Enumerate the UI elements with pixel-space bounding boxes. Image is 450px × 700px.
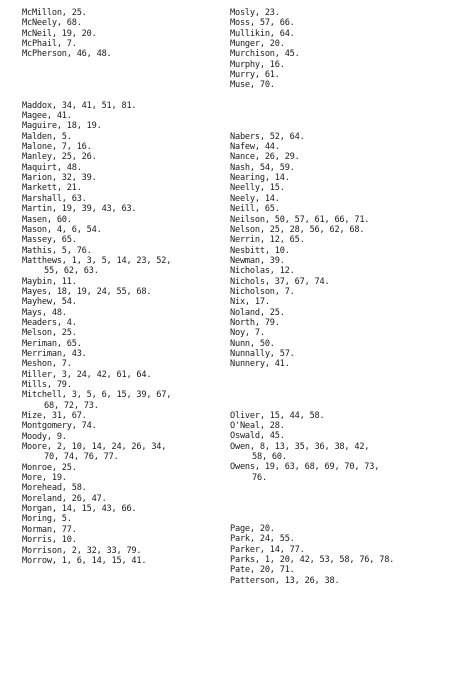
index-entry: Nance, 26, 29. (230, 152, 300, 163)
index-entry-continuation: 68, 72, 73. (44, 400, 99, 411)
index-entry: Nix, 17. (230, 297, 270, 308)
index-entry: Nesbitt, 10. (230, 245, 290, 256)
index-entry: Mitchell, 3, 5, 6, 15, 39, 67, (22, 390, 172, 401)
index-entry: Neely, 14. (230, 193, 280, 204)
index-entry: Montgomery, 74. (22, 421, 97, 432)
index-block-n (230, 132, 440, 370)
index-entry: Moody, 9. (22, 431, 67, 442)
index-entry: Moreland, 26, 47. (22, 493, 107, 504)
index-entry: O'Neal, 28. (230, 421, 285, 431)
index-entry: Merriman, 43. (22, 348, 87, 359)
index-entry: Murchison, 45. (230, 49, 300, 60)
index-entry: Nichols, 37, 67, 74. (230, 276, 330, 287)
index-entry: Morehead, 58. (22, 483, 87, 494)
index-entry: Morrison, 2, 32, 33, 79. (22, 545, 142, 556)
index-entry: Neilson, 50, 57, 61, 66, 71. (230, 214, 370, 225)
index-entry: Nabers, 52, 64. (230, 131, 305, 142)
index-entry: Nunn, 50. (230, 338, 275, 349)
index-entry: Nunnery, 41. (230, 359, 290, 370)
index-entry: Meriman, 65. (22, 338, 82, 349)
index-entry: Page, 20. (230, 524, 275, 535)
index-entry: McPhail, 7. (22, 39, 77, 50)
index-entry: Manley, 25, 26. (22, 152, 97, 163)
index-entry: Maguire, 18, 19. (22, 121, 102, 132)
index-entry: Masen, 60. (22, 214, 72, 225)
index-entry: Maquirt, 48. (22, 162, 82, 173)
index-entry: Patterson, 13, 26, 38. (230, 575, 340, 586)
index-column-right (230, 8, 440, 586)
index-entry: Moore, 2, 10, 14, 24, 26, 34, (22, 442, 167, 453)
index-entry: Melson, 25. (22, 328, 77, 339)
index-entry: McNeil, 19, 20. (22, 28, 97, 39)
index-entry: Magee, 41. (22, 111, 72, 122)
index-entry: Oliver, 15, 44, 58. (230, 410, 325, 421)
index-entry-continuation: 55, 62, 63. (44, 266, 99, 277)
index-entry-continuation: 70, 74, 76, 77. (44, 452, 119, 463)
index-entry: Owens, 19, 63, 68, 69, 70, 73, (230, 462, 380, 473)
index-entry: Martin, 19, 39, 43, 63. (22, 204, 137, 215)
index-block-ma (22, 101, 232, 566)
index-entry: Marion, 32, 39. (22, 173, 97, 184)
index-entry: Neelly, 15. (230, 183, 285, 194)
index-entry: Maddox, 34, 41, 51, 81. (22, 100, 137, 111)
index-entry: Pate, 20, 71. (230, 565, 295, 576)
index-entry: Nicholas, 12. (230, 266, 295, 277)
index-entry: Moss, 57, 66. (230, 18, 295, 29)
index-entry: Mullikin, 64. (230, 28, 295, 39)
index-entry-continuation: 76. (252, 472, 267, 483)
index-entry: Munger, 20. (230, 39, 285, 50)
index-entry: Mason, 4, 6, 54. (22, 224, 102, 235)
index-block-mo-mu (230, 8, 440, 91)
index-entry: Nunnally, 57. (230, 348, 295, 359)
index-entry: Murry, 61. (230, 70, 280, 81)
index-entry: Nearing, 14. (230, 173, 290, 184)
index-entry: Maybin, 11. (22, 276, 77, 287)
index-entry: Parks, 1, 20, 42, 53, 58, 76, 78. (230, 555, 395, 566)
index-entry: Moring, 5. (22, 514, 72, 525)
index-entry: North, 79. (230, 317, 280, 328)
index-entry: Noy, 7. (230, 328, 265, 339)
index-entry: Miller, 3, 24, 42, 61, 64. (22, 369, 152, 380)
index-entry: More, 19. (22, 473, 67, 484)
index-entry: Mize, 31, 67. (22, 411, 87, 422)
index-entry-continuation: 58, 60. (252, 452, 287, 463)
index-entry: Owen, 8, 13, 35, 36, 38, 42, (230, 441, 370, 452)
index-entry: Morman, 77. (22, 524, 77, 535)
index-entry: Morrow, 1, 6, 14, 15, 41. (22, 555, 147, 566)
index-entry: Parker, 14, 77. (230, 544, 305, 555)
index-entry: Monroe, 25. (22, 462, 77, 473)
index-entry: Nash, 54, 59. (230, 162, 295, 173)
index-entry: Nicholson, 7. (230, 286, 295, 297)
index-entry: Marshall, 63. (22, 193, 87, 204)
index-entry: McNeely, 68. (22, 18, 82, 29)
index-entry: Park, 24, 55. (230, 534, 295, 545)
index-entry: Meshon, 7. (22, 359, 72, 370)
index-entry: Murphy, 16. (230, 59, 285, 70)
index-entry: Muse, 70. (230, 80, 275, 91)
index-entry: Nafew, 44. (230, 142, 280, 153)
index-block-o (230, 411, 440, 483)
index-entry: Oswald, 45. (230, 431, 285, 442)
index-entry: Morris, 10. (22, 535, 77, 546)
index-entry: Mayes, 18, 19, 24, 55, 68. (22, 286, 152, 297)
index-entry: McPherson, 46, 48. (22, 49, 112, 60)
index-entry: Meaders, 4. (22, 317, 77, 328)
index-entry: Mosly, 23. (230, 8, 280, 18)
index-block-mc (22, 8, 232, 60)
index-column-left (22, 8, 232, 566)
index-entry: Newman, 39. (230, 255, 285, 266)
index-entry: Malden, 5. (22, 131, 72, 142)
index-entry: Mays, 48. (22, 307, 67, 318)
index-entry: Morgan, 14, 15, 43, 66. (22, 504, 137, 515)
index-entry: Mayhew, 54. (22, 297, 77, 308)
index-entry: Nerrin, 12, 65. (230, 235, 305, 246)
index-block-p (230, 524, 440, 586)
index-entry: Malone, 7, 16. (22, 142, 92, 153)
index-entry: Nelson, 25, 28, 56, 62, 68. (230, 224, 365, 235)
index-entry: Noland, 25. (230, 307, 285, 318)
index-entry: Neill, 65. (230, 204, 280, 215)
index-entry: Matthews, 1, 3, 5, 14, 23, 52, (22, 255, 172, 266)
index-entry: Massey, 65. (22, 235, 77, 246)
index-entry: Mills, 79. (22, 380, 72, 390)
index-entry: Markett, 21. (22, 183, 82, 194)
index-entry: McMillon, 25. (22, 8, 87, 18)
index-entry: Mathis, 5, 76. (22, 245, 92, 256)
